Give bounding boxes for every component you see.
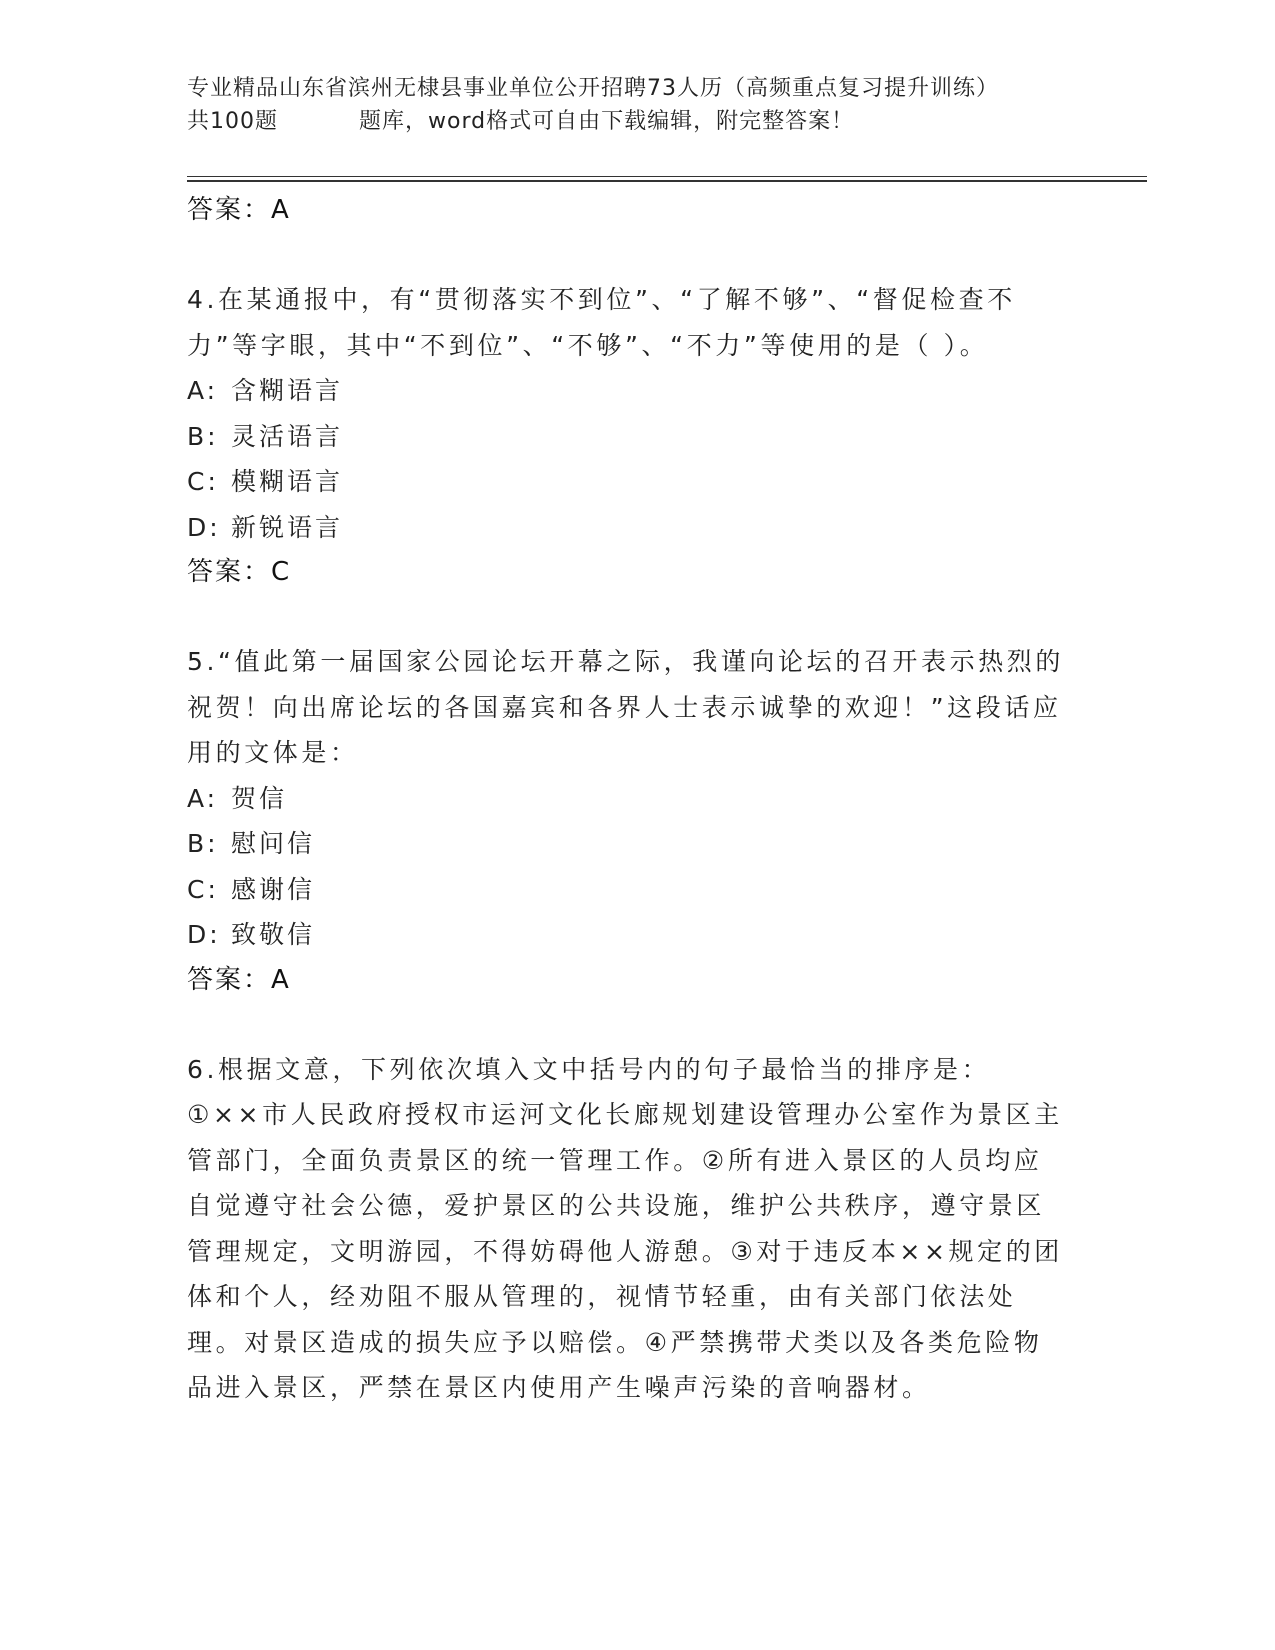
question-6 <box>187 1047 1067 1411</box>
spacer <box>187 594 1067 639</box>
previous-answer: 答案：A <box>187 195 291 225</box>
option-text: 感谢信 <box>231 874 316 904</box>
option-letter: C: <box>187 467 219 496</box>
option-text: 贺信 <box>231 783 288 813</box>
question-4-option-d <box>187 505 1067 551</box>
question-5-option-a <box>187 776 1067 822</box>
spacer <box>187 232 1067 277</box>
question-5 <box>187 639 1067 1002</box>
question-6-text: 6.根据文意，下列依次填入文中括号内的句子最恰当的排序是： <box>187 1054 991 1084</box>
option-letter: A: <box>187 376 219 405</box>
option-text: 灵活语言 <box>231 421 344 451</box>
header-divider-thin <box>187 176 1147 177</box>
option-text: 致敬信 <box>231 920 316 949</box>
document-body <box>187 188 1067 1411</box>
option-letter: B: <box>187 421 219 451</box>
question-6-passage: ①××市人民政府授权市运河文化长廊规划建设管理办公室作为景区主管部门，全面负责景区的统一管理工作。②所有进入景区的人员均应自觉遵守社会公德，爱护景区的公共设施，维护公共秩序，遵守景区管理规定，文明游园，不得妨碍他人游憩。③对于违反本××规定的团体和个人，经劝阻不服从管理的，视情节轻重，由有关部门依法处理。对景区造成的损失应予以赔偿。④严禁携带犬类以及各类危险物品进入景区，严禁在景区内使用产生噪声污染的音响器材。 <box>187 1100 1063 1402</box>
option-letter: A: <box>187 783 219 813</box>
question-4-option-a <box>187 368 1067 414</box>
spacer <box>187 1002 1067 1047</box>
question-5-option-c <box>187 867 1067 913</box>
question-4-option-b <box>187 414 1067 460</box>
question-4-text: 4.在某通报中，有“贯彻落实不到位”、“了解不够”、“督促检查不力”等字眼，其中“不到位”、“不够”、“不力”等使用的是（ ）。 <box>187 285 1016 360</box>
header-subtitle <box>187 105 1087 138</box>
option-text: 慰问信 <box>231 829 316 858</box>
option-letter: B: <box>187 829 219 858</box>
question-5-option-d <box>187 912 1067 958</box>
header-divider-thick <box>187 180 1147 182</box>
header-title: 专业精品山东省滨州无棣县事业单位公开招聘73人历（高频重点复习提升训练） <box>187 76 999 101</box>
question-4-option-c <box>187 459 1067 505</box>
question-4 <box>187 277 1067 594</box>
document-header <box>187 72 1087 138</box>
question-4-answer: 答案：C <box>187 557 292 587</box>
option-letter: D: <box>187 920 221 949</box>
question-5-option-b <box>187 821 1067 867</box>
header-description: 题库，word格式可自由下载编辑，附完整答案！ <box>359 109 855 134</box>
option-text: 含糊语言 <box>231 376 344 405</box>
option-letter: C: <box>187 874 219 904</box>
option-text: 新锐语言 <box>231 512 344 542</box>
question-5-answer: 答案：A <box>187 964 291 995</box>
header-question-count: 共100题 <box>187 109 278 134</box>
option-text: 模糊语言 <box>231 467 344 496</box>
option-letter: D: <box>187 512 221 542</box>
question-5-text: 5.“值此第一届国家公园论坛开幕之际，我谨向论坛的召开表示热烈的祝贺！向出席论坛的各国嘉宾和各界人士表示诚挚的欢迎！”这段话应用的文体是： <box>187 647 1065 767</box>
